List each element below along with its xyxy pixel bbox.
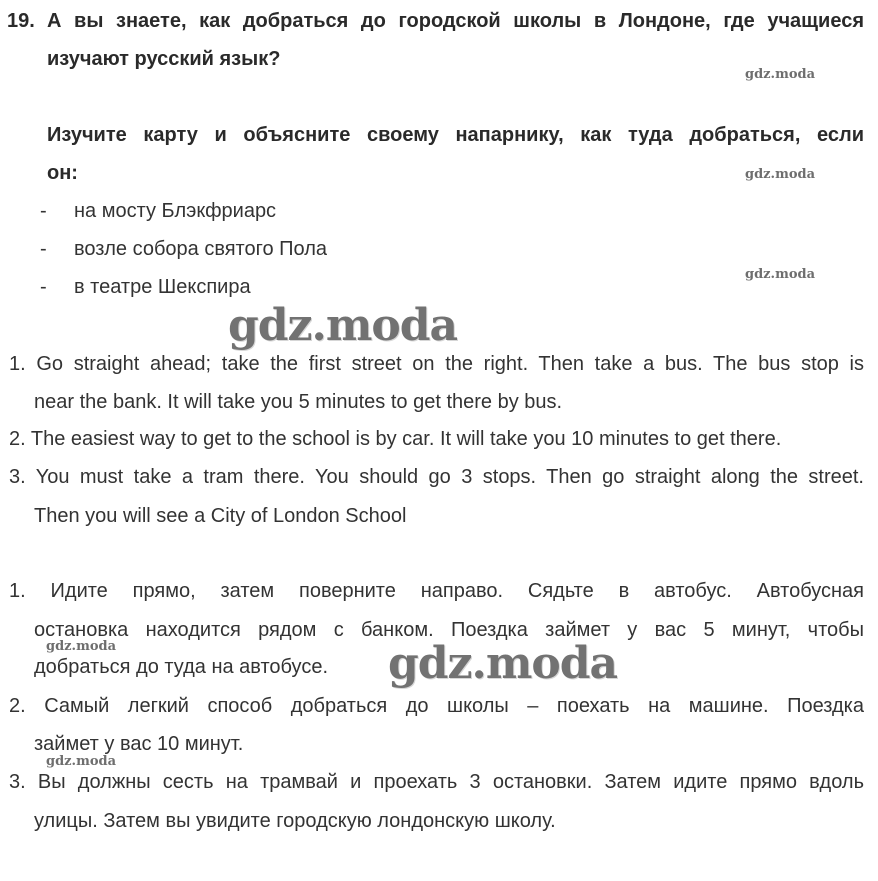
bullet-dash: - [40,200,47,222]
english-answer-2: 2. The easiest way to get to the school is by car. It will take you 10 minutes to get there. [9,428,782,450]
task-title-line2: изучают русский язык? [47,48,281,70]
watermark-small: gdz.moda [745,267,816,282]
bullet-dash: - [40,276,47,298]
watermark-small: gdz.moda [745,67,816,82]
bullet-text: в театре Шекспира [74,276,251,298]
watermark-large: gdz.moda [228,300,458,351]
bullet-dash: - [40,238,47,260]
russian-answer-3-line1: 3. Вы должны сесть на трамвай и проехать 3 остановки. Затем идите прямо вдоль [9,771,864,793]
task-title-line1: А вы знаете, как добраться до городской школы в Лондоне, где учащиеся [47,10,864,32]
watermark-small: gdz.moda [46,639,117,654]
task-instruction-line1: Изучите карту и объясните своему напарнику, как туда добраться, если [47,124,864,146]
watermark-small: gdz.moda [46,754,117,769]
bullet-text: возле собора святого Пола [74,238,327,260]
english-answer-3-line1: 3. You must take a tram there. You should go 3 stops. Then go straight along the street. [9,466,864,488]
english-answer-1-line1: 1. Go straight ahead; take the first street on the right. Then take a bus. The bus stop is [9,353,864,375]
task-number: 19. [7,10,35,32]
bullet-text: на мосту Блэкфриарс [74,200,277,222]
russian-answer-1-line3: добраться до туда на автобусе. [34,656,329,678]
russian-answer-2-line2: займет у вас 10 минут. [34,733,244,755]
russian-answer-2-line1: 2. Самый легкий способ добраться до школы – поехать на машине. Поездка [9,695,864,717]
watermark-large: gdz.moda [388,638,618,689]
english-answer-3-line2: Then you will see a City of London School [34,505,407,527]
watermark-small: gdz.moda [745,167,816,182]
english-answer-1-line2: near the bank. It will take you 5 minutes to get there by bus. [34,391,563,413]
russian-answer-3-line2: улицы. Затем вы увидите городскую лондонскую школу. [34,810,556,832]
task-instruction-line2: он: [47,162,78,184]
russian-answer-1-line2: остановка находится рядом с банком. Поездка займет у вас 5 минут, чтобы [34,619,864,641]
russian-answer-1-line1: 1. Идите прямо, затем поверните направо. Сядьте в автобус. Автобусная [9,580,864,602]
